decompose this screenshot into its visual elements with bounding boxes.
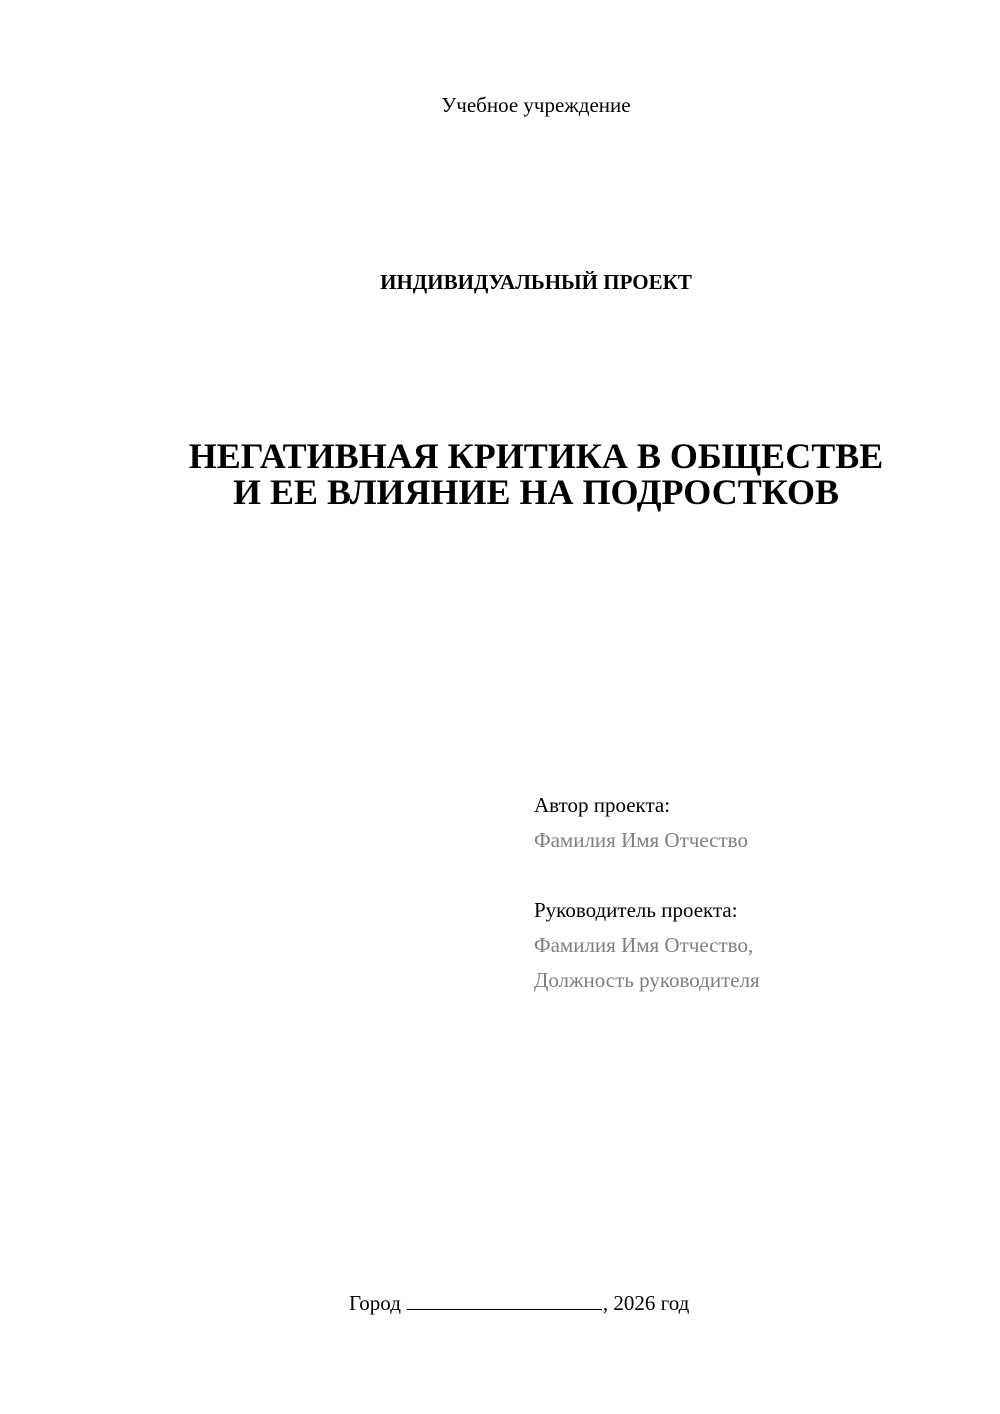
document-type: ИНДИВИДУАЛЬНЫЙ ПРОЕКТ <box>380 270 692 294</box>
city-blank-line <box>407 1291 602 1310</box>
project-title-line-2: И ЕЕ ВЛИЯНИЕ НА ПОДРОСТКОВ <box>233 472 839 512</box>
author-label: Автор проекта: <box>534 793 671 817</box>
city-year-line <box>349 1290 849 1316</box>
supervisor-label: Руководитель проекта: <box>534 898 738 922</box>
supervisor-position: Должность руководителя <box>534 968 760 992</box>
institution-name: Учебное учреждение <box>441 93 631 117</box>
project-title <box>0 438 1000 510</box>
project-title-line-1: НЕГАТИВНАЯ КРИТИКА В ОБЩЕСТВЕ <box>188 436 884 476</box>
author-name: Фамилия Имя Отчество <box>534 828 748 852</box>
author-block <box>534 788 974 858</box>
supervisor-name: Фамилия Имя Отчество, <box>534 933 754 957</box>
supervisor-block <box>534 893 974 998</box>
city-label: Город <box>349 1291 401 1315</box>
year-text: , 2026 год <box>602 1291 690 1315</box>
